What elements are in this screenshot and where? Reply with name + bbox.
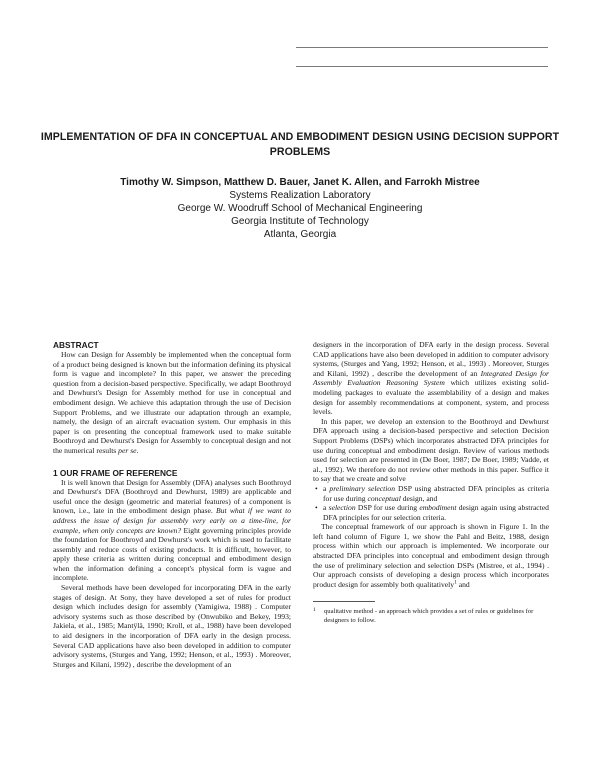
body-paragraph: The conceptual framework of our approach is shown in Figure 1. In the left hand column of Figure 1, we show the Pahl and Beitz, 1988, design process within which our approach is implemented. We incorporate our abstracted DFA principles into conceptual and embodiment design through the use of preliminary selection and selection DSPs (Mistree, et al., 1994) . Our approach consists of developing a design process which incorporates product design for assembly both qualitatively$^1$ and	[313, 522, 549, 589]
affiliation-line: Atlanta, Georgia	[263, 228, 337, 240]
abstract-heading: ABSTRACT	[53, 340, 99, 350]
bullet-icon: •	[315, 503, 318, 513]
author-names: Timothy W. Simpson, Matthew D. Bauer, Janet K. Allen, and Farrokh Mistree	[120, 177, 480, 188]
bullet-item: • a preliminary selection DSP using abstracted DFA principles as criteria for use during conceptual design, and	[315, 483, 550, 503]
affiliation-line: Systems Realization Laboratory	[229, 189, 371, 201]
body-paragraph: In this paper, we develop an extension to the Boothroyd and Dewhurst DFA approach using a decision-based perspective and selection Decision Support Problems (DSPs) which incorporates abstracted DFA principles for use during conceptual and embodiment design. Review of various methods used for selection are presented in (De Boer, 1987; De Boer, 1989; Vadde, et al., 1992). We therefore do not review other methods in this paper. Suffice it to say that we create and solve	[313, 416, 550, 484]
affiliation-line: Georgia Institute of Technology	[231, 215, 369, 227]
header-rule-bottom	[296, 66, 548, 67]
body-paragraph-continued: designers in the incorporation of DFA early in the design process. Several CAD applications have also been developed in addition to computer advisory systems, (Sturges and Yang, 1992; Henson, et al., 1993) . Moreover, Sturges and Kilani, 1992) , describe the development of an Integrated Design for Assembly Evaluation Reasoning System which utilizes existing solid-modeling packages to evaluate the assemblability of a design and makes design for assembly recommendations at component, system, and process levels.	[313, 340, 550, 417]
body-paragraph: It is well known that Design for Assembly (DFA) analyses such Boothroyd and Dewhurst's DFA (Boothroyd and Dewhurst, 1989) are applicable and useful once the design (geometric and material features) of a component is known, i.e., late in the embodiment design phase. But what if we want to address the issue of design for assembly very early on a time-line, for example, when only concepts are known? Eight governing principles provide the foundation for Boothroyd and Dewhurst's work which is used to facilitate assembly and reduce costs of existing products. It is difficult, however, to apply these criteria as written during conceptual and embodiment design when the information defining a concept's physical form is vague and incomplete.	[53, 477, 292, 583]
left-column	[53, 340, 291, 669]
author-block	[40, 177, 560, 242]
body-paragraph: Several methods have been developed for incorporating DFA in the early stages of design. At Sony, they have developed a set of rules for product design which includes design for assembly (Yamigiwa, 1988) . Computer advisory systems such as those described by (Onwubiko and Bekey, 1993; Jakiela, et al., 1985; Mantÿlä, 1990; Kroll, et al., 1988) have been developed to aid designers in the incorporation of DFA early in the design process. Several CAD applications have also been developed in addition to computer advisory systems, (Sturges and Yang, 1992; Henson, et al., 1993) . Moreover, Sturges and Kilani, 1992) , describe the development of an	[53, 583, 291, 669]
footnote: 1 qualitative method - an approach which provides a set of rules or guidelines for designers to follow.	[313, 607, 534, 624]
header-rule-top	[296, 47, 548, 48]
section-heading-frame-of-reference: 1 OUR FRAME OF REFERENCE	[53, 467, 178, 478]
bullet-icon: •	[315, 483, 318, 493]
abstract-paragraph: How can Design for Assembly be implemented when the conceptual form of a product being designed is known but the information defining its physical form is vague and incomplete? In this paper, we answer the preceding question from a decision-based perspective. Specifically, we adapt Boothroyd and Dewhurst's Design for Assembly method for use in conceptual and embodiment design. We achieve this adaptation through the use of Decision Support Problems, and we illustrate our adaptation through an example, namely, the design of an aircraft evacuation system. Our emphasis in this paper is on presenting the conceptual framework used to make suitable Boothroyd and Dewhurst's Design for Assembly to conceptual design and not the numerical results per se.	[53, 350, 291, 455]
bullet-item: • a selection DSP for use during embodiment design again using abstracted DFA principles for our selection criteria.	[315, 503, 549, 522]
right-column	[313, 340, 549, 625]
affiliation-line: George W. Woodruff School of Mechanical Engineering	[177, 202, 423, 214]
footnote-rule	[313, 601, 375, 602]
paper-title: IMPLEMENTATION OF DFA IN CONCEPTUAL AND EMBODIMENT DESIGN USING DECISION SUPPORT PROBLEMS	[40, 131, 560, 158]
